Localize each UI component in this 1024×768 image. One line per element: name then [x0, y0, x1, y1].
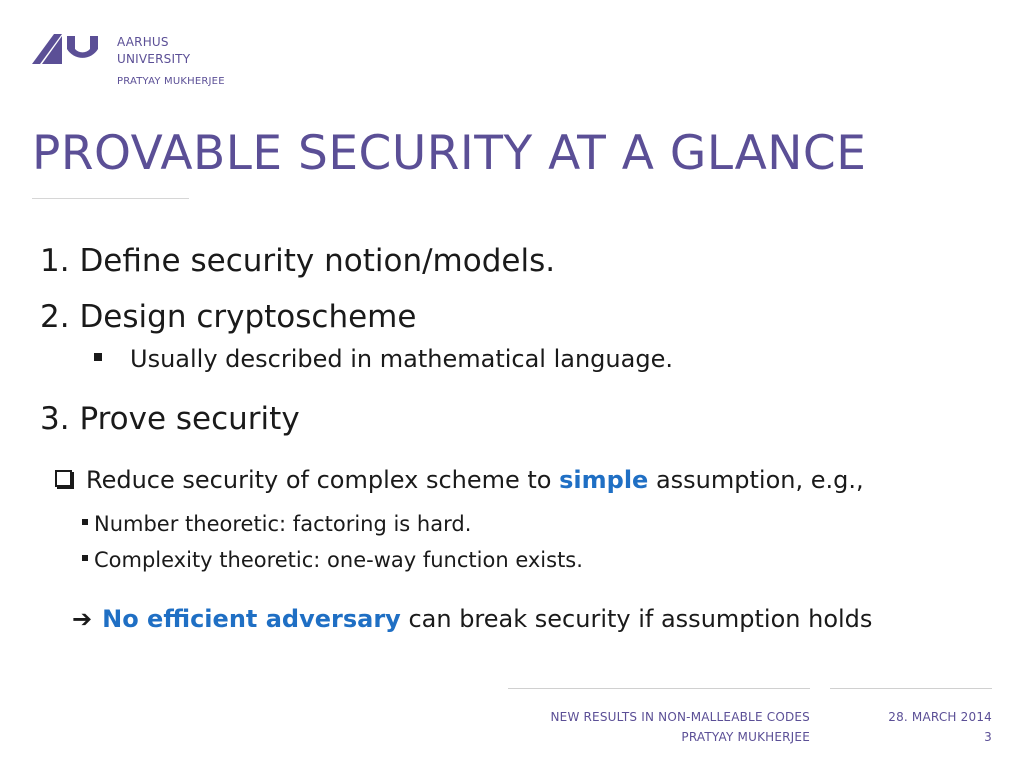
step-1	[40, 243, 555, 279]
conclusion-highlight: No efficient adversary	[102, 605, 401, 633]
step-text: Prove security	[79, 401, 300, 437]
example-text: Number theoretic: factoring is hard.	[94, 512, 472, 536]
right-arrow-icon: ➔	[72, 605, 93, 633]
example-item	[82, 512, 471, 536]
example-item	[82, 548, 583, 572]
footer-date-page	[888, 707, 992, 747]
footer-divider-left	[508, 688, 810, 689]
square-bullet-icon	[82, 519, 88, 525]
university-line-2: UNIVERSITY	[117, 52, 191, 66]
step-number: 2.	[40, 299, 70, 335]
footer-date: 28. MARCH 2014	[888, 710, 992, 724]
square-bullet-icon	[94, 353, 102, 361]
step-number: 3.	[40, 401, 70, 437]
slide-title: PROVABLE SECURITY AT A GLANCE	[32, 126, 867, 181]
checkbox-bullet-icon	[55, 470, 72, 487]
step-text: Design cryptoscheme	[79, 299, 417, 335]
step-3	[40, 401, 300, 437]
reduction-text-after: assumption, e.g.,	[648, 466, 864, 494]
subpoint-text: Usually described in mathematical language.	[130, 345, 673, 373]
reduction-text-before: Reduce security of complex scheme to	[86, 466, 560, 494]
title-divider	[32, 198, 189, 199]
reduction-point	[55, 466, 864, 494]
page-number: 3	[984, 730, 992, 744]
square-bullet-icon	[82, 555, 88, 561]
footer-talk-info	[550, 707, 810, 747]
footer-divider-right	[830, 688, 992, 689]
step-2-subpoint	[94, 345, 673, 373]
step-number: 1.	[40, 243, 70, 279]
reduction-highlight: simple	[559, 466, 649, 494]
step-2	[40, 299, 416, 335]
header-author: PRATYAY MUKHERJEE	[117, 76, 225, 87]
conclusion	[72, 605, 872, 633]
example-text: Complexity theoretic: one-way function exists.	[94, 548, 583, 572]
step-text: Define security notion/models.	[79, 243, 556, 279]
footer-presenter: PRATYAY MUKHERJEE	[681, 730, 810, 744]
conclusion-text: can break security if assumption holds	[400, 605, 873, 633]
aarhus-logo-icon	[32, 30, 100, 68]
footer-talk-title: NEW RESULTS IN NON-MALLEABLE CODES	[550, 710, 810, 724]
university-name	[117, 34, 190, 68]
university-line-1: AARHUS	[117, 35, 169, 49]
